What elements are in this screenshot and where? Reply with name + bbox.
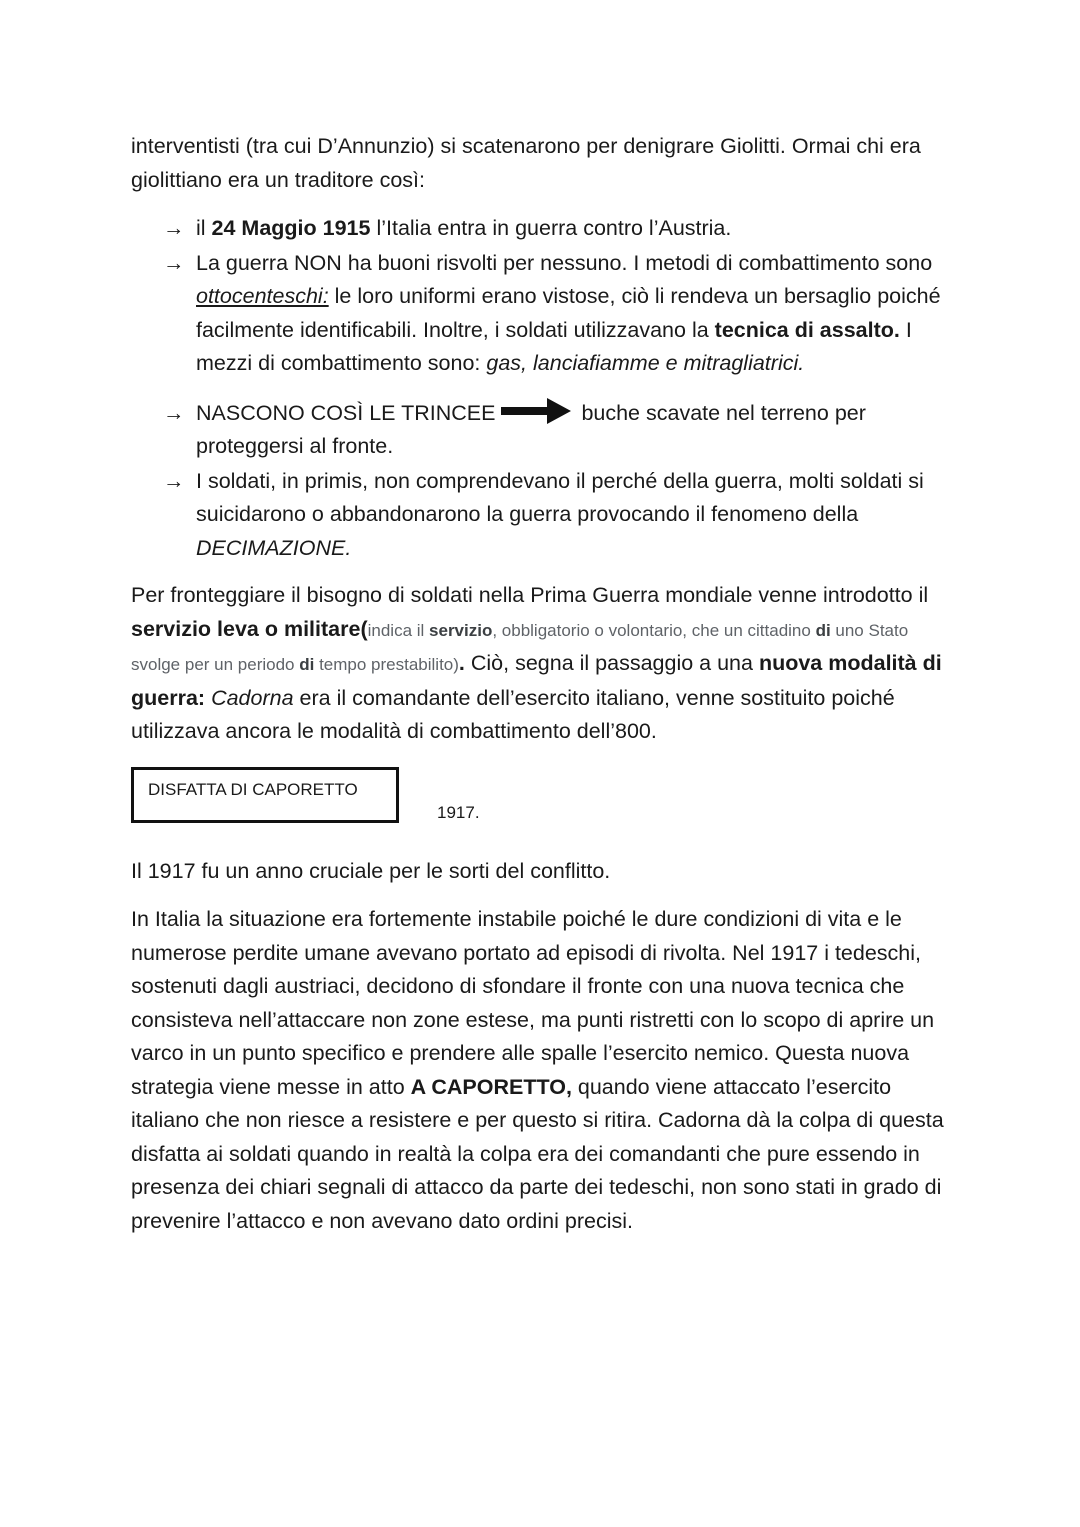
list-item [163, 212, 961, 246]
text: il [196, 216, 212, 240]
italic-term: gas, lanciafiamme e mitragliatrici. [486, 351, 805, 375]
text: indica il [367, 620, 430, 640]
arrow-list [131, 212, 961, 565]
text: quando viene attaccato l’esercito italiano che non riesce a resistere e per questo si ritira. Cadorna dà la colpa di questa disfatta ai soldati quando in realtà la colpa era dei comandanti che pure essendo in presenza dei chiari segnali di attacco da parte dei tedeschi, non sono stati in grado di prevenire l’attacco e non avevano dato ordini precisi. [131, 1074, 944, 1233]
caporetto-paragraph [131, 903, 961, 1238]
caporetto-title-box: DISFATTA DI CAPORETTO [131, 767, 399, 823]
text: . [458, 651, 465, 675]
text: di [299, 655, 315, 674]
underlined-term: ottocenteschi: [196, 284, 329, 308]
bold-term: servizio leva o militare( [131, 616, 368, 641]
arrow-right-icon: → [163, 250, 185, 275]
text: di [815, 620, 831, 640]
text: tempo prestabilito) [314, 655, 459, 674]
thick-arrow-icon [501, 398, 571, 424]
text: Per fronteggiare il bisogno di soldati nella Prima Guerra mondiale venne introdotto il [131, 583, 929, 607]
text: l’Italia entra in guerra contro l’Austria. [370, 216, 732, 240]
document-page [131, 130, 961, 1238]
text: , obbligatorio o volontario, che un cittadino [492, 620, 816, 640]
leva-paragraph [131, 579, 961, 749]
text: buche scavate nel terreno per proteggersi al fronte. [196, 400, 866, 458]
text: I mezzi di combattimento sono: [196, 317, 912, 375]
text: I soldati, in primis, non comprendevano il perché della guerra, molti soldati si suicidarono o abbandonarono la guerra provocando il fenomeno della [196, 468, 924, 526]
caporetto-year: 1917. [437, 802, 480, 822]
list-item [163, 247, 961, 381]
text: In Italia la situazione era fortemente instabile poiché le dure condizioni di vita e le numerose perdite umane avevano portato ad episodi di rivolta. Nel 1917 i tedeschi, sostenuti dagli austriaci, decidono di sfondare il fronte con una nuova tecnica che consisteva nell’attaccare non zone estese, ma punti ristretti con lo scopo di aprire un varco in un punto specifico e prendere alle spalle l’esercito nemico. Questa nuova strategia viene messe in atto [131, 907, 935, 1099]
text: era il comandante dell’esercito italiano, venne sostituito poiché utilizzava ancora le modalità di combattimento dell’800. [131, 685, 895, 743]
text: servizio [429, 620, 493, 640]
text: NASCONO COSÌ LE TRINCEE [196, 400, 496, 425]
bold-date: 24 Maggio 1915 [211, 216, 371, 240]
caporetto-heading-row [131, 767, 961, 845]
text: La guerra NON ha buoni risvolti per nessuno. I metodi di combattimento sono [196, 250, 933, 275]
year-paragraph: Il 1917 fu un anno cruciale per le sorti del conflitto. [131, 858, 611, 883]
bold-term: tecnica di assalto. [714, 317, 900, 342]
bold-term: A CAPORETTO, [410, 1074, 572, 1099]
italic-term: DECIMAZIONE. [196, 535, 352, 560]
text: Ciò, segna il passaggio a una [464, 651, 759, 675]
text: uno Stato svolge per un periodo [131, 620, 909, 674]
text: le loro uniformi erano vistose, ciò li rendeva un bersaglio poiché facilmente identificabili. Inoltre, i soldati utilizzavano la [196, 284, 941, 342]
arrow-right-icon: → [163, 216, 185, 240]
arrow-right-icon: → [163, 400, 185, 425]
italic-term: Cadorna [211, 685, 294, 710]
list-item [163, 465, 961, 566]
arrow-right-icon: → [163, 468, 185, 493]
list-item [163, 397, 961, 464]
bold-term: nuova modalità di guerra: [131, 651, 942, 710]
intro-paragraph: interventisti (tra cui D’Annunzio) si scatenarono per denigrare Giolitti. Ormai chi era giolittiano era un traditore così: [131, 134, 921, 192]
